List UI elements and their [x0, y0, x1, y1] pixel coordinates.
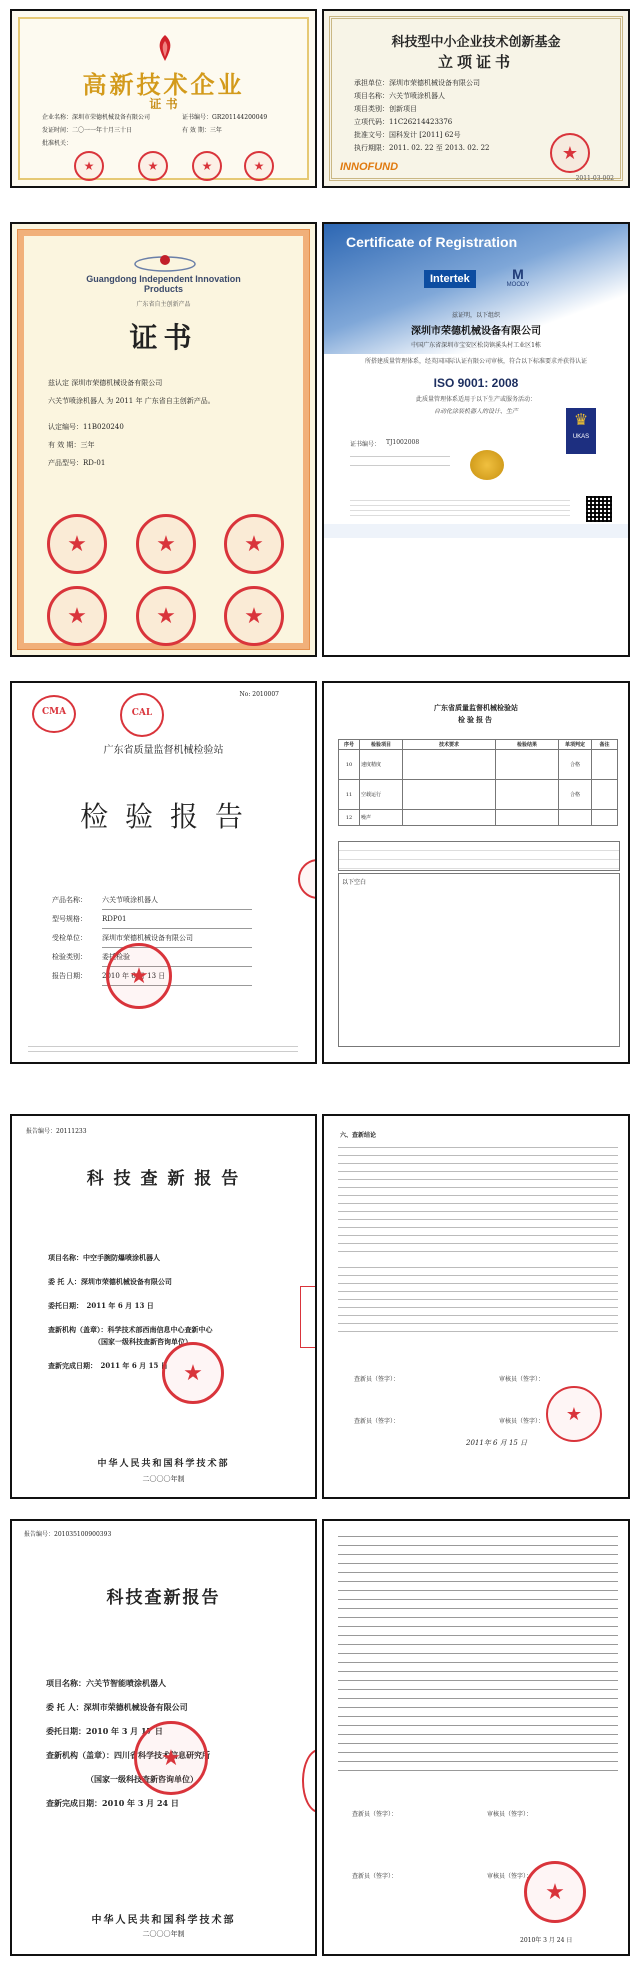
edge-stamp — [300, 1286, 317, 1348]
official-seal-icon — [138, 151, 168, 181]
report-title: 科 技 查 新 报 告 — [86, 1169, 241, 1189]
footer-band — [324, 524, 628, 538]
footer-fineprint — [350, 496, 570, 520]
official-seal-icon — [192, 151, 222, 181]
official-seal-icon — [136, 586, 196, 646]
issuer-year: 二〇〇〇年制 — [142, 1930, 185, 1938]
inspection-report-page — [322, 681, 630, 1064]
table-row: 12 噪声 — [339, 810, 618, 826]
assessment-text: 所搭建质量管理体系，经英国国际认证有限公司审核，符合以下标准要求并获得认证 — [364, 358, 587, 365]
company-address: 中国广东省深圳市宝安区松岗镇溪头村工业区1栋 — [411, 342, 541, 349]
report-title: 检验报告 — [458, 715, 494, 724]
cert-title: Certificate of Registration — [346, 234, 518, 250]
report-number: 报告编号：20111233 — [26, 1128, 87, 1135]
official-seal-icon — [136, 514, 196, 574]
signature-row: 查新员（签字）： 审核员（签字）： — [354, 1418, 545, 1425]
issuing-org: 广东省质量监督机械检验站 — [434, 703, 518, 712]
validity-lines — [350, 450, 450, 470]
report-title: 检 验 报 告 — [80, 800, 247, 833]
signature-row: 查新员（签字）： 审核员（签字）： — [352, 1873, 533, 1880]
field-row: 项目类别：创新项目 — [354, 105, 417, 113]
signature-row: 查新员（签字）： 审核员（签字）： — [352, 1811, 533, 1818]
field-row: 企业名称： 深圳市荣德机械设备有限公司 证书编号： GR201144200049 — [42, 114, 268, 121]
qr-code-icon — [586, 496, 612, 522]
cal-stamp: CAL — [120, 693, 164, 737]
report-number: No: 2010007 — [239, 691, 279, 698]
cert-title: 科技型中小企业技术创新基金 — [391, 35, 561, 50]
official-seal-icon — [134, 1721, 208, 1795]
table-header-row: 序号 检验项目 技术要求 检验结果 单项判定 备注 — [339, 740, 618, 750]
field-row: 批准机关： — [42, 140, 73, 147]
official-seal-icon — [524, 1861, 586, 1923]
edge-seal-icon — [298, 859, 317, 899]
innovation-logo-icon — [132, 252, 198, 272]
table-row: 10 速度精度 合格 — [339, 750, 618, 780]
results-table — [338, 739, 618, 826]
report-fields: 产品名称： 六关节喷涂机器人 型号规格： RDP01 受检单位： 深圳市荣德机械设备有限公司 检验类别： 委托检验 报告日期： 2010 年 6 月 13 日 — [52, 891, 252, 986]
official-seal-icon — [244, 151, 274, 181]
globe-emblem-icon — [470, 450, 504, 480]
cert-fields — [42, 111, 292, 150]
official-seal-icon — [550, 133, 590, 173]
official-seal-icon — [162, 1342, 224, 1404]
ukas-badge: ♛ UKAS — [566, 408, 596, 454]
serial-number: 2011-03-002 — [575, 175, 614, 182]
cert-title: 证书 — [129, 321, 198, 354]
field-row: 执行期限：2011. 02. 22 至 2013. 02. 22 — [354, 144, 490, 152]
torch-logo-icon — [152, 33, 178, 63]
official-seal-icon — [47, 514, 107, 574]
report-title: 科技查新报告 — [106, 1588, 221, 1608]
cert-subtitle: 立项证书 — [437, 53, 514, 71]
field-row: 发证时间： 二〇一一年十月三十日 有 效 期： 三年 — [42, 127, 222, 134]
conclusion-text — [338, 1531, 618, 1771]
conclusion-text — [338, 1142, 618, 1252]
edge-seal-icon — [302, 1749, 317, 1813]
cert-guangdong-innovation — [10, 222, 317, 657]
cma-stamp: CMA — [32, 695, 76, 733]
cert-high-tech-enterprise — [10, 9, 317, 188]
blank-area-box — [338, 873, 620, 1047]
cert-body: 兹认定 深圳市荣德机械设备有限公司 六关节喷涂机器人 为 2011 年 广东省自主创新产品。 认定编号：11B020240 有 效 期：三年 产品型号：RD-01 — [48, 379, 215, 467]
field-row: 立项代码：11C26214423376 — [354, 118, 453, 126]
signature-date: 2010年 3 月 24 日 — [520, 1937, 573, 1944]
field-row: 批准文号：国科发计 [2011] 62号 — [354, 131, 461, 139]
blank-area-label: 以下空白 — [342, 879, 367, 886]
official-seal-icon — [224, 586, 284, 646]
intro-text: 兹证明，以下组织 — [451, 312, 500, 319]
intertek-logo: Intertek — [424, 270, 476, 288]
scope-label: 此质量管理体系适用于以下生产或服务活动： — [415, 396, 536, 403]
cert-iso9001-registration — [322, 222, 630, 657]
cert-title: 高新技术企业 — [82, 70, 245, 99]
official-seal-icon — [47, 586, 107, 646]
issuer-footer: 中华人民共和国科学技术部 — [97, 1459, 230, 1469]
cert-number-row: 证书编号： TJ1002008 — [350, 439, 420, 448]
cert-subtitle: 证 书 — [149, 97, 178, 111]
scope-detail: 自动化涂装机器人的设计、生产 — [433, 408, 518, 415]
official-seal-icon — [106, 943, 172, 1009]
issuing-org: 广东省质量监督机械检验站 — [103, 745, 224, 756]
innofund-logo: INNOFUND — [340, 161, 399, 173]
field-row: 承担单位：深圳市荣德机械设备有限公司 — [354, 79, 480, 87]
conclusion-text — [338, 1262, 618, 1332]
report-number: 报告编号：201035100900393 — [24, 1531, 112, 1538]
novelty-search-report-2010 — [10, 1519, 317, 1956]
cert-innovation-fund — [322, 9, 630, 188]
footer-fineprint — [28, 1042, 298, 1054]
header-chinese: 广东省自主创新产品 — [136, 301, 191, 308]
cert-fields — [354, 77, 490, 155]
notes-box — [338, 841, 620, 871]
report-fields: 项目名称：中空手腕防爆喷涂机器人 委 托 人：深圳市荣德机械设备有限公司 委托日期： 2011 年 6 月 13 日 查新机构（盖章）：科学技术部西南信息中心查新中心 （国家一级科技查新咨询单位） 查新完成日期： 2011 年 6 月 15 日 — [48, 1253, 213, 1370]
moody-logo: M MOODY — [506, 266, 530, 288]
issuer-year: 二〇〇〇年制 — [142, 1475, 185, 1483]
company-name: 深圳市荣德机械设备有限公司 — [411, 326, 541, 337]
official-seal-icon — [224, 514, 284, 574]
novelty-conclusion-page-2010 — [322, 1519, 630, 1956]
novelty-conclusion-page — [322, 1114, 630, 1499]
header-english: Guangdong Independent Innovation Products — [86, 274, 241, 294]
signature-date: 2011年 6 月 15 日 — [466, 1439, 528, 1447]
signature-row: 查新员（签字）： 审核员（签字）： — [354, 1376, 545, 1383]
report-fields: 项目名称：六关节智能喷涂机器人 委 托 人：深圳市荣德机械设备有限公司 委托日期：2010 年 3 月 17 日 查新机构（盖章）：四川省科学技术信息研究所 （国家一级科技查新咨询单位） 查新完成日期：2010 年 3 月 24 日 — [46, 1678, 210, 1808]
inspection-report-cover — [10, 681, 317, 1064]
field-row: 项目名称：六关节喷涂机器人 — [354, 92, 445, 100]
section-heading: 六、查新结论 — [340, 1132, 377, 1139]
issuer-footer: 中华人民共和国科学技术部 — [91, 1915, 236, 1926]
official-seal-icon — [546, 1386, 602, 1442]
official-seal-icon — [74, 151, 104, 181]
iso-standard: ISO 9001: 2008 — [433, 376, 519, 390]
novelty-search-report-2011 — [10, 1114, 317, 1499]
table-row: 11 空载运行 合格 — [339, 780, 618, 810]
